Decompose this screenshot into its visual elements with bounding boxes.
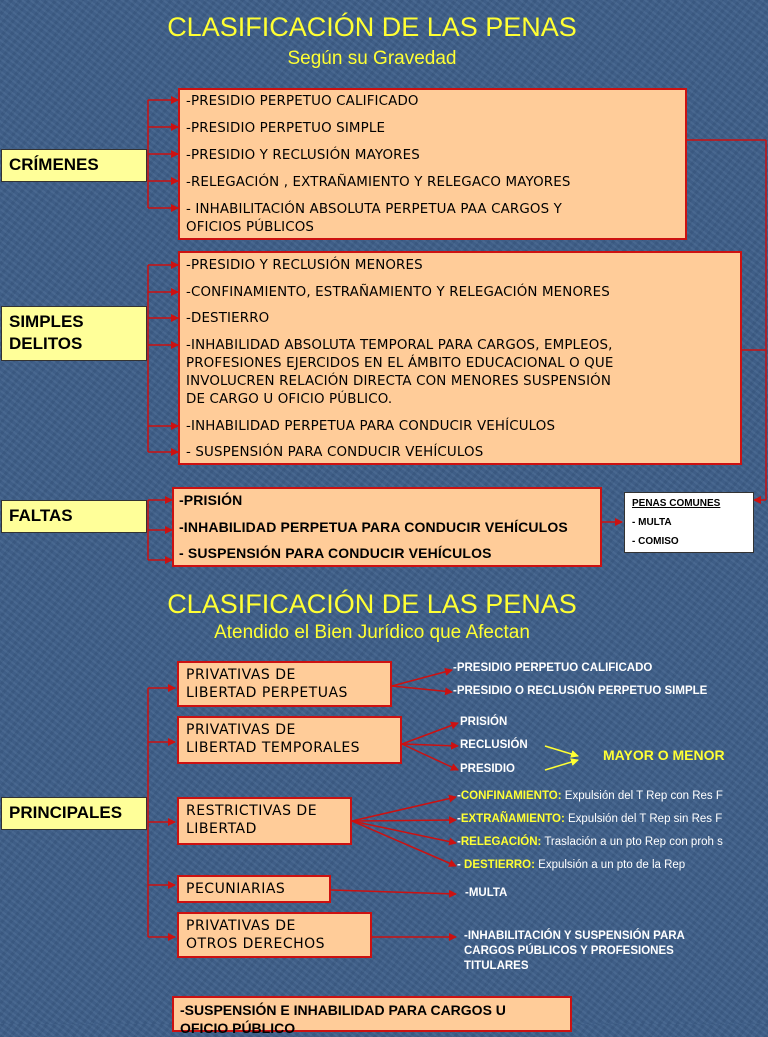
box5-item: -INHABILITACIÓN Y SUSPENSIÓN PARA [464, 930, 685, 942]
slide1-subtitle: Según su Gravedad [287, 48, 457, 69]
box-line: LIBERTAD [186, 821, 257, 837]
box-line: RESTRICTIVAS DE [186, 803, 318, 819]
faltas-box [172, 487, 602, 567]
principales-label: PRINCIPALES [1, 797, 147, 830]
box-line: PECUNIARIAS [186, 881, 286, 897]
box-line: PRIVATIVAS DE [186, 918, 296, 934]
faltas-item: - SUSPENSIÓN PARA CONDUCIR VEHÍCULOS [179, 545, 492, 561]
penas-comunes-title: PENAS COMUNES [632, 498, 721, 509]
suspension-inhabilidad-box [172, 996, 572, 1036]
penas-comunes-item: - COMISO [632, 536, 679, 547]
box3-item-extranamiento: -EXTRAÑAMIENTO: Expulsión del T Rep sin Res F [457, 813, 723, 825]
simples-delitos-label [1, 306, 147, 361]
slide2-title: CLASIFICACIÓN DE LAS PENAS [167, 589, 577, 619]
crimenes-box [178, 88, 687, 240]
box3-item-confinamiento: -CONFINAMIENTO: Expulsión del T Rep con Res F [457, 790, 723, 802]
crimenes-item: - INHABILITACIÓN ABSOLUTA PERPETUA PAA CARGOS Y [186, 202, 562, 217]
privativas-libertad-temporales-box [177, 716, 402, 764]
crimenes-item: -PRESIDIO Y RECLUSIÓN MAYORES [186, 148, 420, 163]
box-line: PRIVATIVAS DE [186, 667, 296, 683]
box3-item-destierro: - DESTIERRO: Expulsión a un pto de la Rep [457, 859, 686, 871]
crimenes-item: -PRESIDIO PERPETUO CALIFICADO [186, 94, 419, 109]
box-line: LIBERTAD PERPETUAS [186, 685, 348, 701]
box3-item-relegacion: -RELEGACIÓN: Traslación a un pto Rep con proh s [457, 836, 723, 848]
box-line: PRIVATIVAS DE [186, 722, 296, 738]
crimenes-label: CRÍMENES [1, 149, 147, 182]
box-line: LIBERTAD TEMPORALES [186, 740, 361, 756]
restrictivas-libertad-box [177, 797, 352, 845]
penas-comunes-box [624, 492, 754, 553]
crimenes-item: -PRESIDIO PERPETUO SIMPLE [186, 121, 386, 136]
box5-item: TITULARES [464, 960, 529, 972]
mayor-o-menor-label: MAYOR O MENOR [603, 747, 725, 763]
box2-item: PRESIDIO [460, 763, 515, 775]
simples-item: - SUSPENSIÓN PARA CONDUCIR VEHÍCULOS [186, 445, 484, 460]
box1-item: -PRESIDIO O RECLUSIÓN PERPETUO SIMPLE [453, 685, 708, 697]
simples-item: -CONFINAMIENTO, ESTRAÑAMIENTO Y RELEGACIÓN MENORES [186, 285, 610, 300]
simples-delitos-box [178, 251, 742, 465]
penas-comunes-item: - MULTA [632, 517, 672, 528]
box-line: OTROS DERECHOS [186, 936, 326, 952]
simples-label-line: SIMPLES [9, 312, 84, 331]
simples-item: -DESTIERRO [186, 311, 270, 326]
box2-item: PRISIÓN [460, 716, 508, 728]
box4-item: -MULTA [465, 887, 508, 899]
faltas-item: -PRISIÓN [179, 492, 243, 508]
simples-item: DE CARGO U OFICIO PÚBLICO. [186, 392, 393, 407]
faltas-label: FALTAS [1, 500, 147, 533]
crimenes-item: OFICIOS PÚBLICOS [186, 220, 315, 235]
simples-label-line: DELITOS [9, 334, 83, 353]
box5-item: CARGOS PÚBLICOS Y PROFESIONES [464, 945, 674, 957]
box1-item: -PRESIDIO PERPETUO CALIFICADO [453, 662, 653, 674]
simples-item: INVOLUCREN RELACIÓN DIRECTA CON MENORES SUSPENSIÓN [186, 374, 612, 389]
box-line: OFICIO PÚBLICO [180, 1020, 296, 1036]
simples-item: -PRESIDIO Y RECLUSIÓN MENORES [186, 258, 423, 273]
box-line: -SUSPENSIÓN E INHABILIDAD PARA CARGOS U [180, 1002, 506, 1018]
slide1-title: CLASIFICACIÓN DE LAS PENAS [167, 12, 577, 42]
box2-item: RECLUSIÓN [460, 739, 528, 751]
simples-item: -INHABILIDAD ABSOLUTA TEMPORAL PARA CARGOS, EMPLEOS, [186, 338, 613, 353]
faltas-item: -INHABILIDAD PERPETUA PARA CONDUCIR VEHÍCULOS [179, 519, 568, 535]
pecuniarias-box [177, 875, 331, 903]
slide2-subtitle: Atendido el Bien Jurídico que Afectan [214, 622, 530, 643]
simples-item: PROFESIONES EJERCIDOS EN EL ÁMBITO EDUCACIONAL O QUE [186, 356, 614, 371]
crimenes-item: -RELEGACIÓN , EXTRAÑAMIENTO Y RELEGACO MAYORES [186, 175, 571, 190]
simples-item: -INHABILIDAD PERPETUA PARA CONDUCIR VEHÍCULOS [186, 419, 556, 434]
privativas-otros-derechos-box [177, 912, 372, 958]
privativas-libertad-perpetuas-box [177, 661, 392, 707]
